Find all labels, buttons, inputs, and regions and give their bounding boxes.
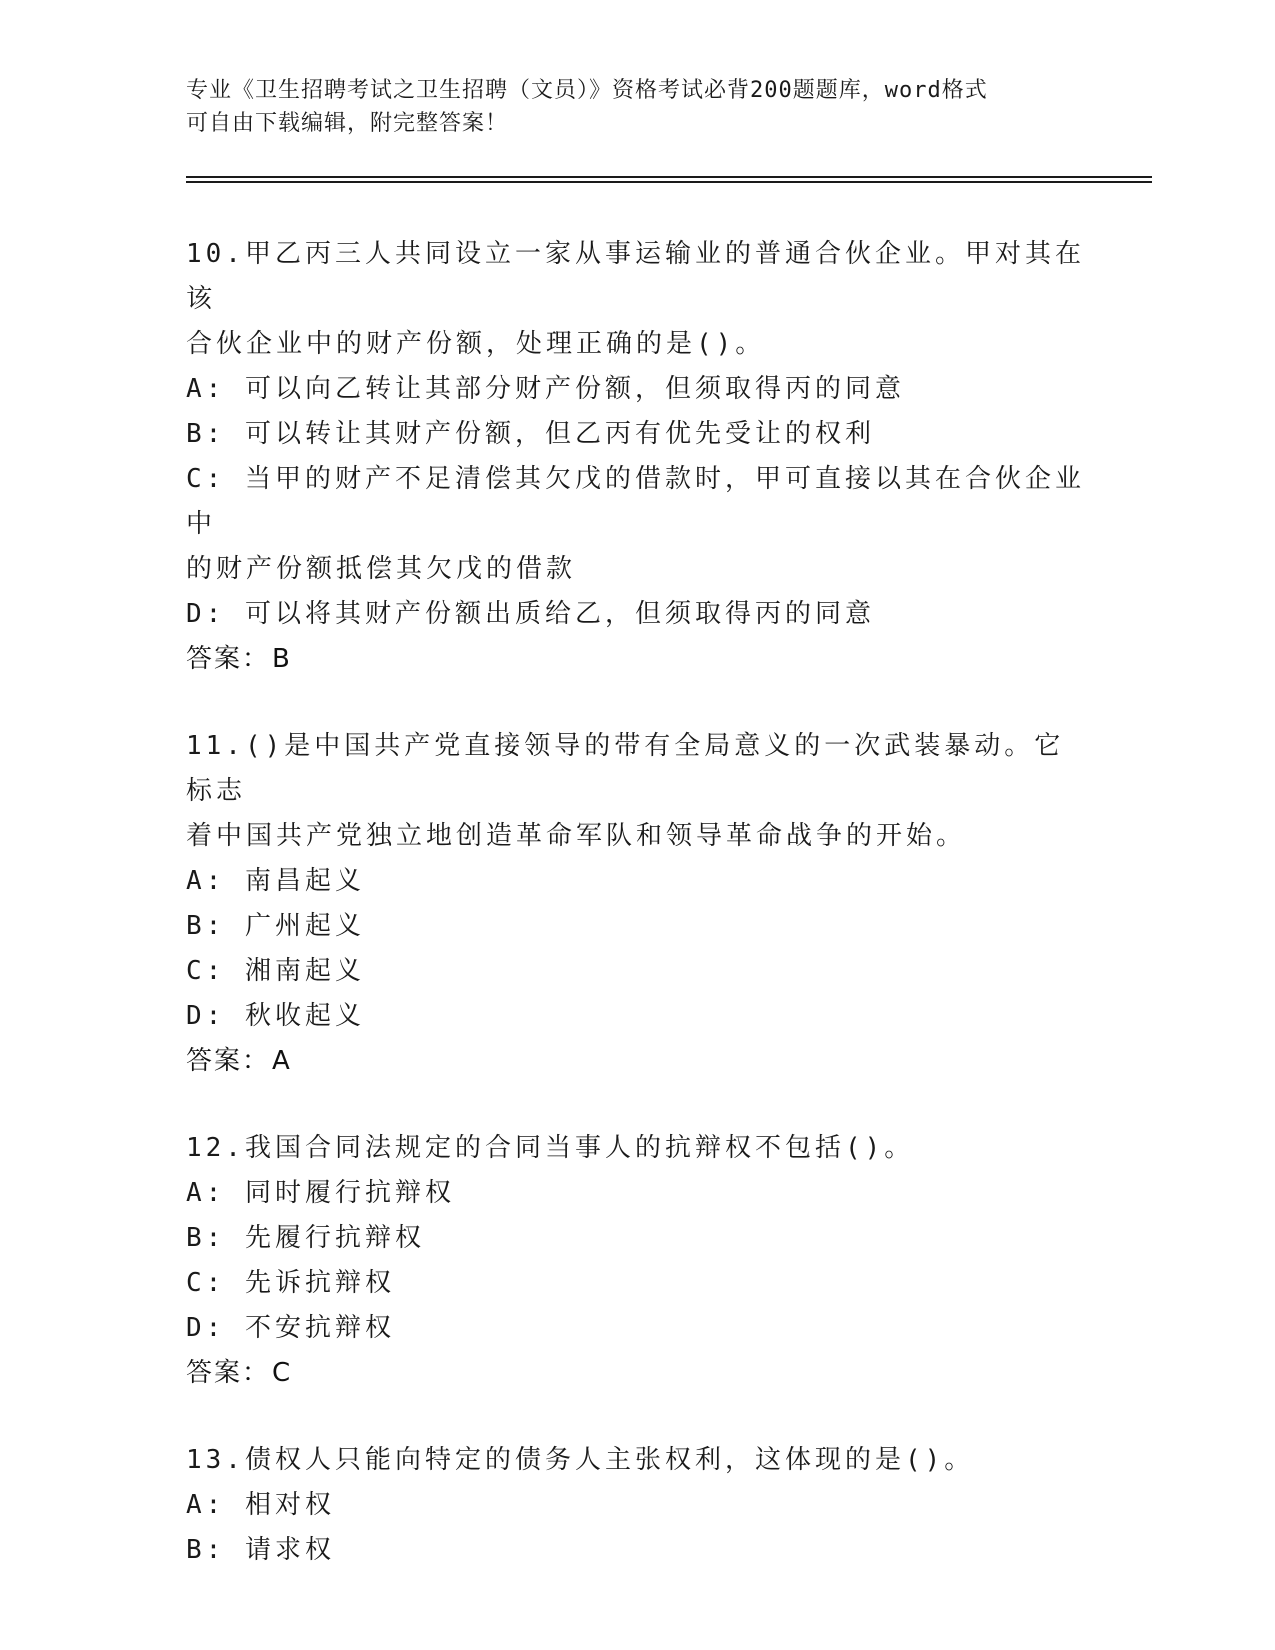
answer-label: 答案： <box>186 644 271 674</box>
document-header <box>186 74 1086 140</box>
question-option: 的财产份额抵偿其欠戊的借款 <box>186 554 577 584</box>
question-stem-line: 12.我国合同法规定的合同当事人的抗辩权不包括()。 <box>186 1133 915 1163</box>
question-10 <box>186 232 1086 682</box>
answer-label: 答案： <box>186 1046 271 1076</box>
question-option: D: 秋收起义 <box>186 1001 365 1031</box>
question-answer <box>186 637 1086 682</box>
question-12 <box>186 1126 1086 1396</box>
question-stem-line: 11.()是中国共产党直接领导的带有全局意义的一次武装暴动。它标志 <box>186 731 1065 806</box>
question-11 <box>186 724 1086 1084</box>
question-option: C: 当甲的财产不足清偿其欠戊的借款时，甲可直接以其在合伙企业中 <box>186 464 1085 539</box>
answer-value: C <box>272 1358 293 1388</box>
question-option: A: 同时履行抗辩权 <box>186 1178 455 1208</box>
question-option: D: 不安抗辩权 <box>186 1313 395 1343</box>
answer-label: 答案： <box>186 1358 271 1388</box>
question-stem-line: 合伙企业中的财产份额，处理正确的是()。 <box>186 329 766 359</box>
question-list <box>186 232 1086 1615</box>
question-answer <box>186 1351 1086 1396</box>
question-option: A: 南昌起义 <box>186 866 365 896</box>
question-option: C: 先诉抗辩权 <box>186 1268 395 1298</box>
question-option: C: 湘南起义 <box>186 956 365 986</box>
question-option: B: 可以转让其财产份额，但乙丙有优先受让的权利 <box>186 419 875 449</box>
question-stem-line: 13.债权人只能向特定的债务人主张权利，这体现的是()。 <box>186 1445 975 1475</box>
question-13 <box>186 1438 1086 1573</box>
question-stem-line: 着中国共产党独立地创造革命军队和领导革命战争的开始。 <box>186 821 967 851</box>
question-option: B: 请求权 <box>186 1535 335 1565</box>
header-line-1: 专业《卫生招聘考试之卫生招聘（文员）》资格考试必背200题题库，word格式 <box>186 78 988 103</box>
header-divider-bottom <box>186 181 1152 183</box>
answer-value: A <box>272 1046 292 1076</box>
question-option: D: 可以将其财产份额出质给乙，但须取得丙的同意 <box>186 599 875 629</box>
header-divider-top <box>186 176 1152 178</box>
question-stem-line: 10.甲乙丙三人共同设立一家从事运输业的普通合伙企业。甲对其在该 <box>186 239 1085 314</box>
question-answer <box>186 1039 1086 1084</box>
question-option: B: 先履行抗辩权 <box>186 1223 425 1253</box>
question-option: A: 可以向乙转让其部分财产份额，但须取得丙的同意 <box>186 374 905 404</box>
question-option: A: 相对权 <box>186 1490 335 1520</box>
question-option: B: 广州起义 <box>186 911 365 941</box>
header-line-2: 可自由下载编辑，附完整答案！ <box>186 111 509 136</box>
answer-value: B <box>272 644 292 674</box>
